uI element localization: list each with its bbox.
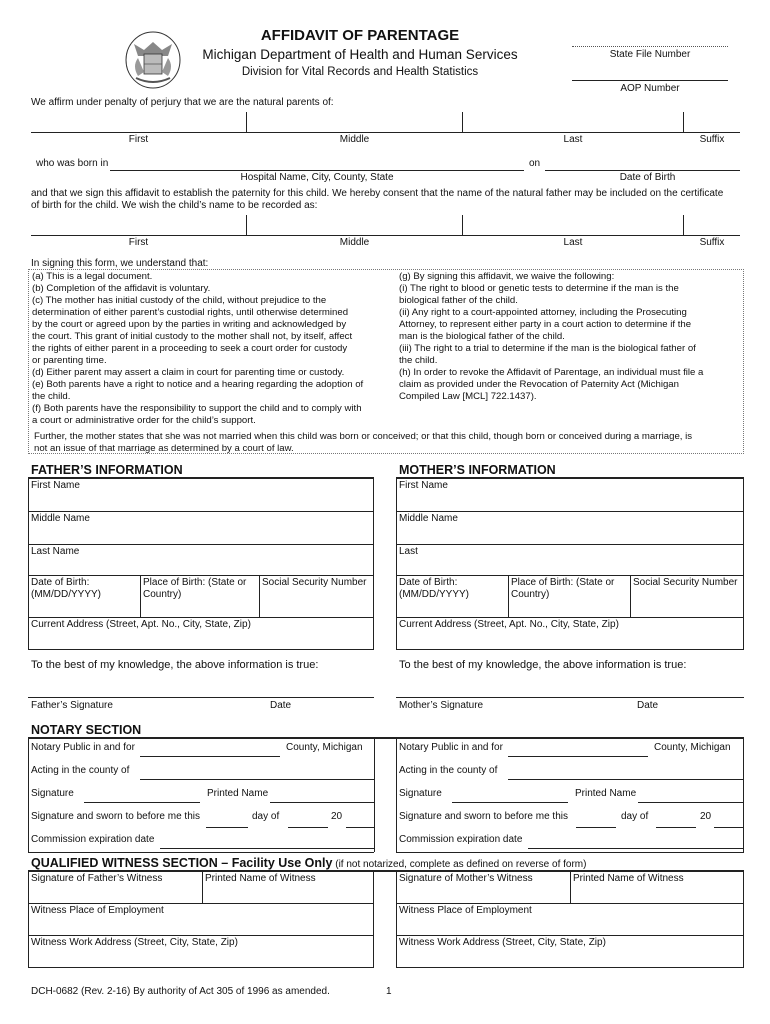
sworn-label: Signature and sworn to before me this (399, 811, 568, 822)
list-item: (f) Both parents have the responsibility to support the child and to comply with (32, 403, 362, 414)
acting-county-field[interactable] (508, 779, 744, 780)
aop-number-label: AOP Number (620, 83, 680, 94)
notary-public-label: Notary Public in and for (31, 742, 135, 753)
divider (28, 852, 374, 853)
field-label: Place of Birth: (State or Country) (511, 577, 615, 600)
printed-name-field[interactable] (638, 802, 744, 803)
father-witness-employment-field[interactable] (28, 903, 374, 935)
list-item: (g) By signing this affidavit, we waive the following: (399, 271, 615, 282)
divider (246, 112, 247, 132)
sworn-label: Signature and sworn to before me this (31, 811, 200, 822)
list-item: or parenting time. (32, 355, 107, 366)
division-name: Division for Vital Records and Health Statistics (241, 66, 479, 78)
divider (683, 215, 684, 235)
field-label: Witness Work Address (Street, City, State, Zip) (399, 937, 606, 948)
list-item: claim as provided under the Revocation of Paternity Act (Michigan (399, 379, 679, 390)
further-statement: Further, the mother states that she was not married when this child was born or conceived; or that this child, though born or conceived during a marriage, is not an issue of that marriage as determined by a court of law. (34, 431, 693, 454)
notary-signature-label: Signature (399, 788, 442, 799)
field-label: Signature of Father’s Witness (31, 873, 163, 884)
father-witness-address-field[interactable] (28, 935, 374, 968)
divider (246, 215, 247, 235)
field-label: Last Name (31, 546, 80, 557)
list-item: (a) This is a legal document. (32, 271, 153, 282)
form-title: AFFIDAVIT OF PARENTAGE (260, 27, 460, 44)
witness-heading: QUALIFIED WITNESS SECTION – Facility Use Only (if not notarized, complete as defined on reverse of form) (31, 856, 587, 870)
mother-first-name-field[interactable] (396, 478, 744, 511)
understand-intro: In signing this form, we understand that: (31, 258, 209, 269)
list-item: (d) Either parent may assert a claim in court for parenting time or custody. (32, 367, 345, 378)
divider (31, 132, 740, 133)
divider (462, 215, 463, 235)
list-item: (h) In order to revoke the Affidavit of Parentage, an individual must file a (399, 367, 704, 378)
state-file-number-line[interactable] (572, 46, 728, 47)
mother-middle-name-field[interactable] (396, 511, 744, 544)
county-michigan-label: County, Michigan (286, 742, 363, 753)
mother-last-name-field[interactable] (396, 544, 744, 575)
list-item: by the court or agreed upon by the parties in writing and acknowledged by (32, 319, 347, 330)
last-label: Last (563, 134, 583, 145)
divider (31, 235, 740, 236)
field-label: Printed Name of Witness (573, 873, 684, 884)
list-item: the child. (399, 355, 438, 366)
list-item: (i) The right to blood or genetic tests to determine if the man is the (399, 283, 679, 294)
divider (462, 112, 463, 132)
list-item: (c) The mother has initial custody of the child, without prejudice to the (32, 295, 327, 306)
father-pob-field[interactable] (140, 575, 259, 617)
list-item: the court. This grant of initial custody to the mother shall not, by itself, affect (32, 331, 353, 342)
sworn-day-field[interactable] (206, 827, 248, 828)
field-label: Last (399, 546, 418, 557)
father-address-field[interactable] (28, 617, 374, 650)
list-item: the child. (32, 391, 71, 402)
field-label: Witness Work Address (Street, City, State, Zip) (31, 937, 238, 948)
department-name: Michigan Department of Health and Human Services (202, 47, 518, 62)
date-of-birth-label: Date of Birth (619, 172, 676, 183)
notary-signature-field[interactable] (452, 802, 568, 803)
father-middle-name-field[interactable] (28, 511, 374, 544)
list-item: Attorney, to represent either party in a court action to determine if the (399, 319, 692, 330)
father-last-name-field[interactable] (28, 544, 374, 575)
mother-true-statement: To the best of my knowledge, the above information is true: (399, 659, 687, 671)
last-label: Last (563, 237, 583, 248)
father-witness-signature-field[interactable] (28, 871, 202, 903)
field-label: Social Security Number (262, 577, 367, 588)
father-heading: FATHER’S INFORMATION (31, 463, 183, 477)
field-label: Middle Name (399, 513, 458, 524)
suffix-label: Suffix (699, 237, 725, 248)
sworn-month-field[interactable] (656, 827, 696, 828)
born-in-label: who was born in (36, 158, 109, 169)
notary-public-county-field[interactable] (140, 756, 280, 757)
list-item: (b) Completion of the affidavit is voluntary. (32, 283, 211, 294)
child-name-field-first[interactable] (31, 112, 246, 132)
father-true-statement: To the best of my knowledge, the above information is true: (31, 659, 319, 671)
field-label: First Name (31, 480, 80, 491)
aop-number-line[interactable] (572, 80, 728, 81)
child-name-field-suffix[interactable] (684, 112, 740, 132)
mother-witness-address-field[interactable] (396, 935, 744, 968)
father-first-name-field[interactable] (28, 478, 374, 511)
middle-label: Middle (339, 134, 370, 145)
father-signature-field[interactable] (28, 697, 374, 698)
divider (743, 738, 744, 852)
mother-witness-printed-name-field[interactable] (570, 871, 744, 903)
sworn-month-field[interactable] (288, 827, 328, 828)
middle-label: Middle (339, 237, 370, 248)
printed-name-field[interactable] (270, 802, 374, 803)
father-witness-printed-name-field[interactable] (202, 871, 374, 903)
notary-public-label: Notary Public in and for (399, 742, 503, 753)
recorded-name-field-last[interactable] (463, 215, 683, 235)
commission-label: Commission expiration date (31, 834, 155, 845)
divider (683, 112, 684, 132)
first-label: First (128, 237, 149, 248)
acting-county-label: Acting in the county of (31, 765, 130, 776)
page-number: 1 (386, 986, 392, 997)
mother-pob-field[interactable] (508, 575, 630, 617)
list-item: (e) Both parents have a right to notice and a hearing regarding the adoption of (32, 379, 364, 390)
mother-witness-signature-field[interactable] (396, 871, 570, 903)
consent-text: and that we sign this affidavit to establish the paternity for this child. We hereby consent that the name of the natural father may be included on the certificate of birth for the child. We wish the child’s name to be recorded as: (31, 188, 724, 211)
field-label: Current Address (Street, Apt. No., City, State, Zip) (31, 619, 251, 630)
mother-heading: MOTHER’S INFORMATION (399, 463, 556, 477)
father-signature-label: Father’s Signature (31, 700, 113, 711)
field-label: Place of Birth: (State or Country) (143, 577, 247, 600)
list-item: biological father of the child. (399, 295, 518, 306)
field-label: Printed Name of Witness (205, 873, 316, 884)
hospital-label: Hospital Name, City, County, State (240, 172, 394, 183)
suffix-label: Suffix (699, 134, 725, 145)
commission-date-field[interactable] (528, 848, 744, 849)
mother-witness-employment-field[interactable] (396, 903, 744, 935)
father-dob-field[interactable] (28, 575, 140, 617)
mother-dob-field[interactable] (396, 575, 508, 617)
left-terms-list (32, 271, 363, 427)
acting-county-field[interactable] (140, 779, 374, 780)
recorded-name-field-first[interactable] (31, 215, 246, 235)
right-terms-list (399, 271, 703, 403)
county-michigan-label: County, Michigan (654, 742, 731, 753)
mother-signature-field[interactable] (396, 697, 744, 698)
form-footer: DCH-0682 (Rev. 2-16) By authority of Act 305 of 1996 as amended. (31, 986, 330, 997)
printed-name-label: Printed Name (207, 788, 269, 799)
field-label: Witness Place of Employment (399, 905, 532, 916)
sworn-year-field[interactable] (346, 827, 374, 828)
divider (28, 737, 744, 739)
child-name-field-last[interactable] (463, 112, 683, 132)
field-label: Current Address (Street, Apt. No., City, State, Zip) (399, 619, 619, 630)
field-label: Date of Birth: (MM/DD/YYYY) (399, 577, 469, 600)
affirm-statement: We affirm under penalty of perjury that we are the natural parents of: (31, 97, 334, 108)
field-label: Social Security Number (633, 577, 738, 588)
state-file-number-label: State File Number (609, 49, 691, 60)
mother-address-field[interactable] (396, 617, 744, 650)
notary-signature-label: Signature (31, 788, 74, 799)
mother-ssn-field[interactable] (630, 575, 744, 617)
acting-county-label: Acting in the county of (399, 765, 498, 776)
mother-date-label: Date (637, 700, 659, 711)
list-item: man is the biological father of the child. (399, 331, 565, 342)
divider (396, 852, 744, 853)
notary-signature-field[interactable] (84, 802, 200, 803)
state-seal (124, 30, 182, 90)
divider (28, 738, 29, 852)
field-label: Middle Name (31, 513, 90, 524)
year-20-label: 20 (331, 811, 343, 822)
list-item: the rights of either parent in a proceeding to seek a court order for custody (32, 343, 348, 354)
on-label: on (529, 158, 541, 169)
list-item: (iii) The right to a trial to determine if the man is the biological father of (399, 343, 696, 354)
day-of-label: day of (252, 811, 280, 822)
notary-heading: NOTARY SECTION (31, 723, 142, 737)
sworn-year-field[interactable] (714, 827, 744, 828)
sworn-day-field[interactable] (576, 827, 616, 828)
field-label: Witness Place of Employment (31, 905, 164, 916)
date-of-birth-field[interactable] (545, 170, 740, 171)
first-label: First (128, 134, 149, 145)
printed-name-label: Printed Name (575, 788, 637, 799)
divider (396, 738, 397, 852)
notary-public-county-field[interactable] (508, 756, 648, 757)
year-20-label: 20 (700, 811, 712, 822)
list-item: a court or administrative order for the child’s support. (32, 415, 256, 426)
list-item: Compiled Law [MCL] 722.1437). (399, 391, 537, 402)
field-label: Date of Birth: (MM/DD/YYYY) (31, 577, 101, 600)
hospital-field[interactable] (110, 170, 524, 171)
recorded-name-field-middle[interactable] (247, 215, 462, 235)
father-ssn-field[interactable] (259, 575, 374, 617)
mother-signature-label: Mother’s Signature (399, 700, 484, 711)
commission-label: Commission expiration date (399, 834, 523, 845)
father-date-label: Date (270, 700, 292, 711)
list-item: (ii) Any right to a court-appointed attorney, including the Prosecuting (399, 307, 687, 318)
child-name-field-middle[interactable] (247, 112, 462, 132)
list-item: determination of either parent’s custodial rights, until otherwise determined (32, 307, 349, 318)
recorded-name-field-suffix[interactable] (684, 215, 740, 235)
divider (374, 738, 375, 852)
commission-date-field[interactable] (160, 848, 374, 849)
day-of-label: day of (621, 811, 649, 822)
field-label: Signature of Mother’s Witness (399, 873, 533, 884)
field-label: First Name (399, 480, 448, 491)
